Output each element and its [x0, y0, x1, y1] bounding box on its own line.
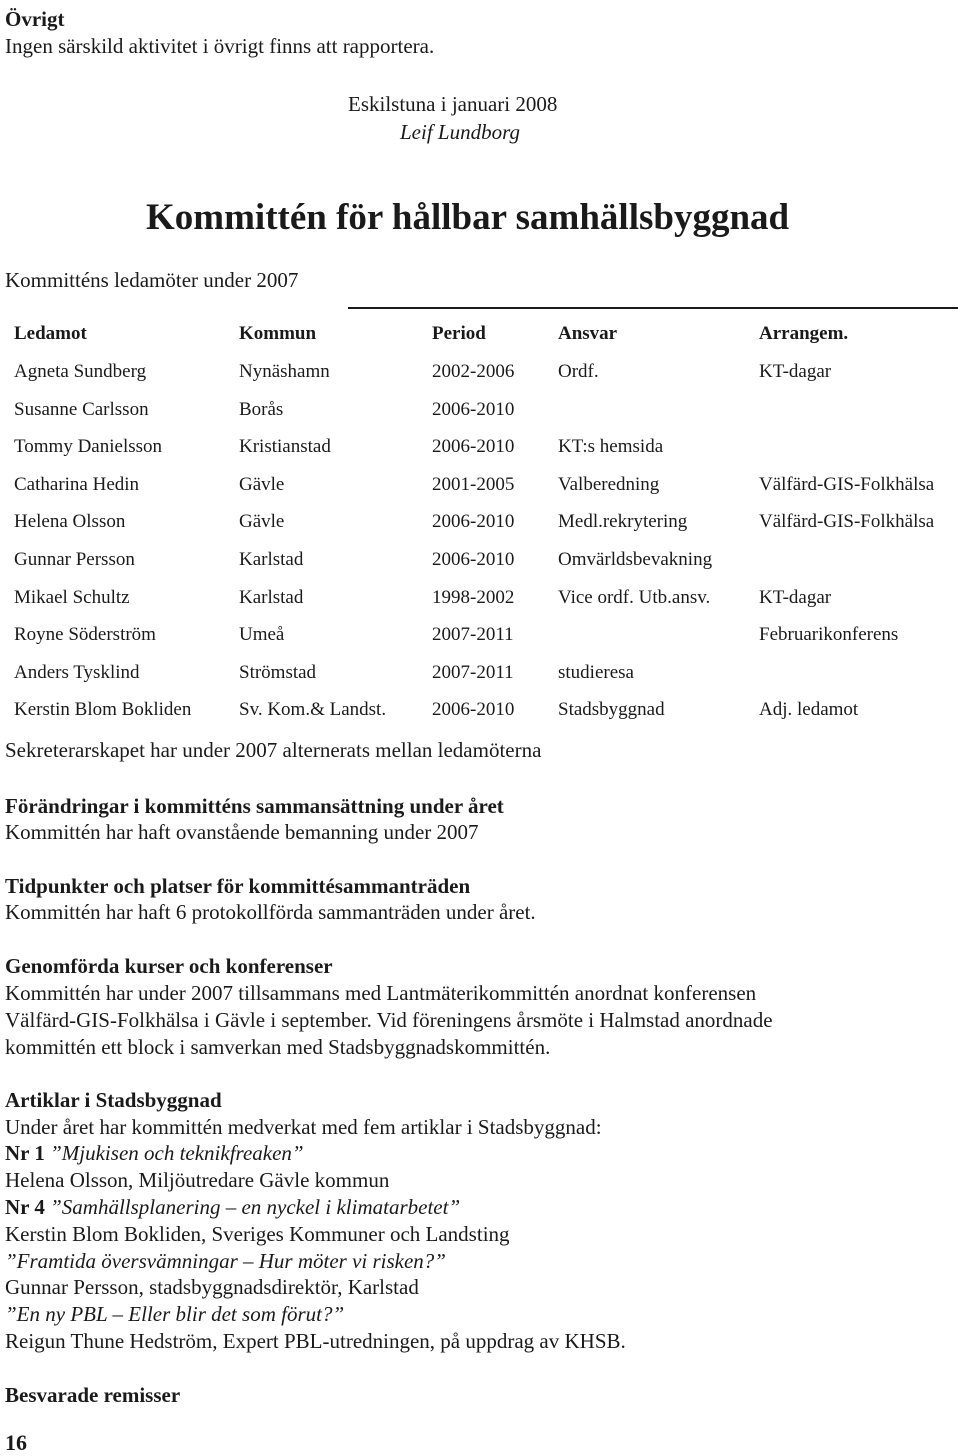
- cell-period: 2006-2010: [432, 549, 515, 570]
- cell-period: 2002-2006: [432, 361, 515, 382]
- cell-arrangem: Välfärd-GIS-Folkhälsa: [759, 474, 935, 495]
- cell-arrangem: Februarikonferens: [759, 624, 899, 645]
- cell-ledamot: Susanne Carlsson: [14, 399, 149, 420]
- cell-ledamot: Catharina Hedin: [14, 474, 140, 495]
- cell-kommun: Karlstad: [239, 549, 304, 570]
- page-number: 16: [5, 1430, 27, 1455]
- cell-arrangem: KT-dagar: [759, 361, 832, 382]
- header-kommun: Kommun: [239, 323, 317, 344]
- cell-kommun: Nynäshamn: [239, 361, 330, 382]
- cell-period: 2006-2010: [432, 511, 515, 532]
- cell-kommun: Kristianstad: [239, 436, 331, 457]
- cell-arrangem: Adj. ledamot: [759, 699, 859, 720]
- cell-period: 2007-2011: [432, 662, 514, 683]
- cell-ledamot: Agneta Sundberg: [14, 361, 147, 382]
- committee-subtitle: Kommitténs ledamöter under 2007: [5, 268, 299, 292]
- article-nr4-label: Nr 4: [5, 1195, 45, 1219]
- signature-name: Leif Lundborg: [400, 120, 520, 144]
- remisser-heading: Besvarade remisser: [5, 1383, 181, 1407]
- cell-ledamot: Helena Olsson: [14, 511, 126, 532]
- forandringar-text: Kommittén har haft ovanstående bemanning under 2007: [5, 820, 479, 844]
- article-3-title: ”Framtida översvämningar – Hur möter vi risken?”: [5, 1249, 446, 1273]
- article-nr1-label: Nr 1: [5, 1141, 45, 1165]
- cell-ansvar: KT:s hemsida: [558, 436, 664, 457]
- article-3-author: Gunnar Persson, stadsbyggnadsdirektör, Karlstad: [5, 1275, 419, 1299]
- title-rule: [348, 307, 958, 309]
- forandringar-heading: Förändringar i kommitténs sammansättning under året: [5, 794, 504, 818]
- cell-ansvar: Ordf.: [558, 361, 599, 382]
- cell-ansvar: Omvärldsbevakning: [558, 549, 713, 570]
- header-ledamot: Ledamot: [14, 323, 87, 344]
- cell-period: 2006-2010: [432, 436, 515, 457]
- cell-period: 2006-2010: [432, 399, 515, 420]
- tidpunkter-text: Kommittén har haft 6 protokollförda sammanträden under året.: [5, 900, 536, 924]
- ovrigt-text: Ingen särskild aktivitet i övrigt finns att rapportera.: [5, 34, 435, 58]
- tidpunkter-heading: Tidpunkter och platser för kommittésammanträden: [5, 874, 471, 898]
- ovrigt-heading: Övrigt: [5, 7, 65, 31]
- cell-ledamot: Anders Tysklind: [14, 662, 140, 683]
- header-arrangem: Arrangem.: [759, 323, 849, 344]
- sekreterare-text: Sekreterarskapet har under 2007 alternerats mellan ledamöterna: [5, 738, 542, 762]
- committee-title: Kommittén för hållbar samhällsbyggnad: [146, 197, 790, 238]
- cell-arrangem: KT-dagar: [759, 587, 832, 608]
- kurser-line: Välfärd-GIS-Folkhälsa i Gävle i september. Vid föreningens årsmöte i Halmstad anordnade: [5, 1008, 773, 1032]
- cell-kommun: Gävle: [239, 511, 285, 532]
- cell-ansvar: Stadsbyggnad: [558, 699, 665, 720]
- kurser-line: Kommittén har under 2007 tillsammans med Lantmäterikommittén anordnat konferensen: [5, 981, 757, 1005]
- cell-kommun: Gävle: [239, 474, 285, 495]
- cell-ansvar: studieresa: [558, 662, 634, 683]
- article-nr1-title: ”Mjukisen och teknikfreaken”: [50, 1141, 304, 1165]
- cell-period: 2001-2005: [432, 474, 515, 495]
- article-nr4-author: Kerstin Blom Bokliden, Sveriges Kommuner och Landsting: [5, 1222, 510, 1246]
- artiklar-intro: Under året har kommittén medverkat med fem artiklar i Stadsbyggnad:: [5, 1115, 602, 1139]
- cell-ledamot: Kerstin Blom Bokliden: [14, 699, 192, 720]
- cell-ledamot: Royne Söderström: [14, 624, 156, 645]
- cell-period: 1998-2002: [432, 587, 515, 608]
- cell-kommun: Umeå: [239, 624, 285, 645]
- cell-ansvar: Vice ordf. Utb.ansv.: [558, 587, 711, 608]
- article-nr4: [5, 1194, 460, 1221]
- cell-arrangem: Välfärd-GIS-Folkhälsa: [759, 511, 935, 532]
- header-period: Period: [432, 323, 486, 344]
- article-nr4-title: ”Samhällsplanering – en nyckel i klimatarbetet”: [50, 1195, 461, 1219]
- article-4-author: Reigun Thune Hedström, Expert PBL-utredningen, på uppdrag av KHSB.: [5, 1329, 626, 1353]
- cell-ledamot: Gunnar Persson: [14, 549, 135, 570]
- article-nr1: [5, 1140, 304, 1167]
- cell-ansvar: Valberedning: [558, 474, 660, 495]
- kurser-line: kommittén ett block i samverkan med Stadsbyggnadskommittén.: [5, 1035, 551, 1059]
- cell-ansvar: Medl.rekrytering: [558, 511, 688, 532]
- header-ansvar: Ansvar: [558, 323, 618, 344]
- cell-kommun: Karlstad: [239, 587, 304, 608]
- cell-period: 2006-2010: [432, 699, 515, 720]
- cell-ledamot: Mikael Schultz: [14, 587, 130, 608]
- article-4-title: ”En ny PBL – Eller blir det som förut?”: [5, 1302, 345, 1326]
- kurser-heading: Genomförda kurser och konferenser: [5, 954, 333, 978]
- article-nr1-author: Helena Olsson, Miljöutredare Gävle kommun: [5, 1168, 390, 1192]
- artiklar-heading: Artiklar i Stadsbyggnad: [5, 1088, 222, 1112]
- cell-ledamot: Tommy Danielsson: [14, 436, 163, 457]
- cell-kommun: Sv. Kom.& Landst.: [239, 699, 387, 720]
- signature-place-date: Eskilstuna i januari 2008: [348, 92, 558, 116]
- cell-kommun: Strömstad: [239, 662, 317, 683]
- cell-kommun: Borås: [239, 399, 284, 420]
- cell-period: 2007-2011: [432, 624, 514, 645]
